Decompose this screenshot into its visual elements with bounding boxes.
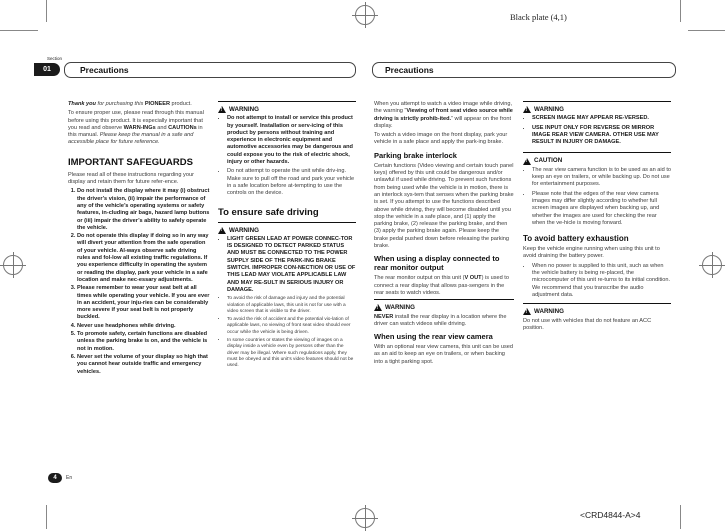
warning-box [523,101,671,146]
list-item: 5. To promote safety, certain functions are disabled unless the parking brake is on, and the vehicle is not in motion. [77,331,210,353]
rear-camera-heading: When using the rear view camera [374,332,493,342]
text: ) is used to connect a rear display that allows pas-sengers in the rear seats to watch videos. [374,275,509,296]
warning-icon [374,304,382,311]
warning-list [218,236,356,370]
list-item: • SCREEN IMAGE MAY APPEAR RE-VERSED. [532,115,671,122]
text: ” will appear on the front display. [374,115,512,129]
column-2 [218,101,356,372]
page-number: 4 [48,473,62,483]
column-1 [68,101,210,377]
text: When you attempt to watch a video image while driving, the warning “ [374,101,513,115]
registration-mark [3,255,23,275]
thanks-paragraph [68,101,210,108]
crop-mark [680,505,681,529]
warning-icon [523,106,531,113]
list-item: • To avoid the risk of damage and injury and the potential violation of applicable laws, this unit is not for use with a video screen that is visible to the driver. [227,296,356,315]
thanks-text: product. [170,101,192,107]
warning-icon [218,227,226,234]
list-item: • In some countries or states the viewing of images on a display inside a vehicle even by persons other than the driver may be illegal. Where such regulations apply, they must be obeyed and this unit’s video features should not be used. [227,338,356,369]
paragraph: Do not use with vehicles that do not feature an ACC position. [523,317,652,331]
paragraph: Keep the vehicle engine running when using this unit to avoid draining the battery power. [523,246,660,260]
list-item: • To avoid the risk of accident and the potential vio-lation of applicable laws, no viewing of front seat video should ever occur while the vehicle is being driven. [227,317,356,336]
warning-label: WARNING [534,106,564,113]
intro-text: To ensure proper use, please read through this manual before using this product. It is especially important that you read and observe [68,110,204,131]
list-item: • Please note that the edges of the rear view camera images may differ slightly according to whether full screen images are displayed when backing up, and whether the images are used for checking the rear when the ve-hicle is moving forward. [532,191,671,227]
warning-list [523,115,671,146]
intro-warn: WARN-INGs [123,124,156,131]
crop-mark [46,0,47,22]
warning-box [523,303,671,332]
caution-label: CAUTION [534,157,563,165]
warning-heading [218,106,356,113]
paragraph: With an optional rear view camera, this unit can be used as an aid to keep an eye on trailers, or when backing into a tight parking spot. [374,344,513,365]
caution-heading [523,157,671,164]
text: The rear monitor output on this unit ( [374,275,465,282]
paragraph [374,314,514,329]
list-item: • Do not attempt to install or service this product by yourself. Installation or serv-icing of this product by persons without training and experience in electronic equipment and automotive accessories may be dangerous and could expose you to the risk of electric shock, injury or other hazards. [227,115,356,166]
intro-text: Please keep the manual in a safe and accessible place for future reference. [68,132,194,146]
warning-label: WARNING [534,308,564,316]
intro-text: and [155,124,169,131]
crop-mark [680,0,681,22]
list-item: 1. Do not install the display where it may (i) obstruct the driver’s vision, (ii) impair the performance of any of the vehicle’s operating systems or safety features, in-cluding air bags, hazard lamp buttons or (iii) impair the driver’s ability to safely operate the vehicle. [77,188,210,232]
never-label: NEVER [374,313,394,320]
paragraph: To watch a video image on the front display, park your vehicle in a safe place and apply the park-ing brake. [374,132,508,146]
caution-icon [523,158,531,165]
list-item: 3. Please remember to wear your seat belt at all times while operating your vehicle. If you are ever in an accident, your inju-ries can be considerably more severe if your seat belt is not properly buckled. [77,285,210,321]
list-item: 4. Never use headphones while driving. [77,323,210,330]
list-item: • LIGHT GREEN LEAD AT POWER CONNEC-TOR IS DESIGNED TO DETECT PARKED STATUS AND MUST BE CONNECTED TO THE POWER SUPPLY SIDE OF THE PARK-ING BRAKE SWITCH. IMPROPER CON-NECTION OR USE OF THIS LEAD MAY VIOLATE APPLICABLE LAW AND MAY RE-SULT IN SERIOUS INJURY OR DAMAGE. [227,236,356,294]
warning-icon [523,308,531,315]
crop-mark [46,505,47,529]
safe-driving-heading: To ensure safe driving [218,206,319,218]
brand-name: PIONEER [144,101,170,107]
intro-paragraph [68,110,210,146]
warning-label: WARNING [229,226,259,234]
safeguards-intro: Please read all of these instructions regarding your display and retain them for future refer-ence. [68,171,194,186]
language-label: En [66,475,73,481]
warning-icon [218,106,226,113]
warning-heading [374,304,514,311]
section-number: 01 [34,63,60,76]
paragraph: Certain functions (Video viewing and certain touch panel keys) offered by this unit could be dangerous and/or unlawful if used while driving. To prevent such functions from being used while the vehicle is in motion, there is an interlock sys-tem that senses when the parking brake is set. If you attempt to use the functions described above while driving, they will become disabled until you stop the vehicle in a safe place, and (1) apply the parking brake, (2) release the parking brake, and then (3) apply the parking brake again. Please keep the brake pedal pushed down before releasing the parking brake. [374,162,514,250]
thanks-text: Thank you [68,101,96,107]
list-item: • The rear view camera function is to be used as an aid to keep an eye on trailers, or while backing up. Do not use for entertainment purposes. [532,167,671,189]
list-item: • USE INPUT ONLY FOR REVERSE OR MIRROR IMAGE REAR VIEW CAMERA. OTHER USE MAY RESULT IN INJURY OR DAMAGE. [532,125,671,147]
safeguards-list [68,188,210,375]
warning-label: WARNING [385,304,415,312]
vout-label: V OUT [464,275,482,282]
crop-mark [0,30,38,31]
important-safeguards-heading: IMPORTANT SAFEGUARDS [68,156,193,168]
battery-exhaustion-heading: To avoid battery exhaustion [523,234,629,244]
warning-heading [523,106,671,113]
caution-list [523,167,671,227]
plate-label: Black plate (4,1) [510,12,567,22]
crop-mark [688,30,725,31]
warning-label: WARNING [229,106,259,113]
list-item: 6. Never set the volume of your display so high that you cannot hear outside traffic and emergency vehicles. [77,354,210,376]
registration-mark [355,508,375,528]
text: install the rear display in a location where the driver can watch videos while driving. [374,313,507,327]
warning-list [218,115,356,197]
column-3 [374,101,514,368]
column-4 [523,101,671,334]
intro-text: in this manual. [68,124,203,139]
right-header-title: Precautions [385,65,434,75]
warning-heading [218,227,356,234]
warning-box [374,299,514,328]
parking-brake-heading: Parking brake interlock [374,150,457,160]
registration-mark [702,255,722,275]
warning-message: Viewing of front seat video source while driving is strictly prohib-ited. [374,108,513,122]
warning-message-paragraph [374,101,514,130]
left-header-title: Precautions [80,65,129,75]
rear-monitor-heading: When using a display connected to rear monitor output [374,254,500,273]
registration-mark [355,5,375,25]
warning-box [218,222,356,370]
caution-box [523,152,671,227]
warning-box [218,101,356,198]
thanks-text: for purchasing this [95,101,145,107]
bullet-list [523,263,671,299]
rear-output-paragraph [374,275,514,297]
list-item: 2. Do not operate this display if doing so in any way will divert your attention from the safe operation of your vehicle. Al-ways observe safe driving rules and fol-low all existing traffic regulations. If you experience difficulty in operating the system or reading the display, park your vehicle in a safe location and make nec-essary adjustments. [77,233,210,284]
list-item: • When no power is supplied to this unit, such as when the vehicle battery is being re-placed, the microcomputer of this unit re-turns to its initial condition. We recommend that you transcribe the audio adjustment data. [532,263,671,299]
section-label: Section [47,56,63,61]
intro-caution: CAUTIONs [168,124,197,131]
warning-heading [523,308,671,315]
list-item: • Do not attempt to operate the unit while driv-ing. Make sure to pull off the road and park your vehicle in a safe location before at-tempting to use the controls on the device. [227,168,356,197]
document-code: <CRD4844-A>4 [580,510,641,520]
